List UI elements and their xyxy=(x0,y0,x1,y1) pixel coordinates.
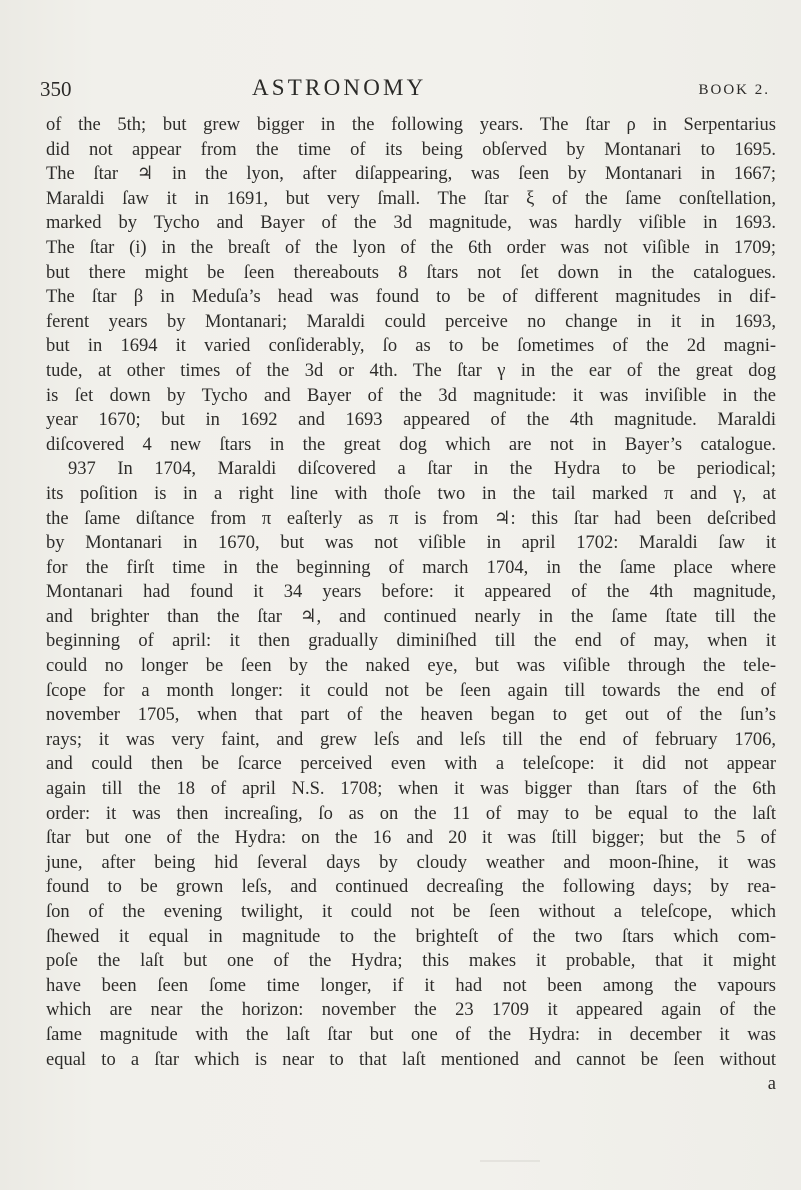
text-line: marked by Tycho and Bayer of the 3d magnitude, was hardly viſible in 1693. xyxy=(46,213,776,234)
text-line: ferent years by Montanari; Maraldi could perceive no change in it in 1693, xyxy=(46,311,776,332)
text-line: and could then be ſcarce perceived even with a teleſcope: it did not appear xyxy=(46,754,776,775)
running-title: ASTRONOMY xyxy=(252,75,427,100)
text-line: but in 1694 it varied conſiderably, ſo as to be ſometimes of the 2d magni- xyxy=(46,336,776,357)
body-text xyxy=(46,113,776,1097)
text-line: and brighter than the ſtar ♃, and continued nearly in the ſame ſtate till the xyxy=(46,606,776,627)
text-line: have been ſeen ſome time longer, if it had not been among the vapours xyxy=(46,975,776,996)
text-line: year 1670; but in 1692 and 1693 appeared of the 4th magnitude. Maraldi xyxy=(46,410,776,431)
text-line: equal to a ſtar which is near to that laſt mentioned and cannot be ſeen without xyxy=(46,1049,776,1070)
text-line: The ſtar (i) in the breaſt of the lyon of the 6th order was not viſible in 1709; xyxy=(46,237,776,258)
text-line: The ſtar β in Meduſa’s head was found to be of different magnitudes in dif- xyxy=(46,287,776,308)
text-line: ſame magnitude with the laſt ſtar but one of the Hydra: in december it was xyxy=(46,1024,776,1045)
text-line: beginning of april: it then gradually diminiſhed till the end of may, when it xyxy=(46,631,776,652)
text-line: diſcovered 4 new ſtars in the great dog which are not in Bayer’s catalogue. xyxy=(46,434,776,455)
text-line: but there might be ſeen thereabouts 8 ſtars not ſet down in the catalogues. xyxy=(46,262,776,283)
text-line: found to be grown leſs, and continued decreaſing the following days; by rea- xyxy=(46,877,776,898)
page-number: 350 xyxy=(40,77,72,101)
text-line: by Montanari in 1670, but was not viſible in april 1702: Maraldi ſaw it xyxy=(46,533,776,554)
text-line: poſe the laſt but one of the Hydra; this makes it probable, that it might xyxy=(46,951,776,972)
page-header xyxy=(40,75,770,107)
text-line: tude, at other times of the 3d or 4th. The ſtar γ in the ear of the great dog xyxy=(46,360,776,381)
text-line: ſhewed it equal in magnitude to the brighteſt of the two ſtars which com- xyxy=(46,926,776,947)
text-line: november 1705, when that part of the heaven began to get out of the ſun’s xyxy=(46,705,776,726)
text-line: for the firſt time in the beginning of march 1704, in the ſame place where xyxy=(46,557,776,578)
text-line: ſcope for a month longer: it could not be ſeen again till towards the end of xyxy=(46,680,776,701)
text-line: The ſtar ♃ in the lyon, after diſappearing, was ſeen by Montanari in 1667; xyxy=(46,164,776,185)
book-label: BOOK 2. xyxy=(698,82,770,98)
text-line: which are near the horizon: november the 23 1709 it appeared again of the xyxy=(46,1000,776,1021)
text-line: did not appear from the time of its being obſerved by Montanari to 1695. xyxy=(46,139,776,160)
paper-mark xyxy=(480,1160,540,1162)
text-line: again till the 18 of april N.S. 1708; when it was bigger than ſtars of the 6th xyxy=(46,779,776,800)
text-line: its poſition is in a right line with thoſe two in the tail marked π and γ, at xyxy=(46,483,776,504)
catchword: a xyxy=(767,1074,776,1095)
text-line: is ſet down by Tycho and Bayer of the 3d magnitude: it was inviſible in the xyxy=(46,385,776,406)
text-line: Montanari had found it 34 years before: it appeared of the 4th magnitude, xyxy=(46,582,776,603)
text-line: could no longer be ſeen by the naked eye, but was viſible through the tele- xyxy=(46,656,776,677)
text-line: rays; it was very faint, and grew leſs and leſs till the end of february 1706, xyxy=(46,729,776,750)
text-line: june, after being hid ſeveral days by cloudy weather and moon-ſhine, it was xyxy=(46,852,776,873)
text-line: ſon of the evening twilight, it could not be ſeen without a teleſcope, which xyxy=(46,902,776,922)
text-line: order: it was then increaſing, ſo as on the 11 of may to be equal to the laſt xyxy=(46,803,776,824)
text-line: of the 5th; but grew bigger in the following years. The ſtar ρ in Serpentarius xyxy=(46,115,776,135)
paragraph-start-line: 937 In 1704, Maraldi diſcovered a ſtar in the Hydra to be periodical; xyxy=(68,459,776,480)
text-line: the ſame diſtance from π eaſterly as π is from ♃: this ſtar had been deſcribed xyxy=(46,508,776,529)
text-line: ſtar but one of the Hydra: on the 16 and 20 it was ſtill bigger; but the 5 of xyxy=(46,828,776,849)
text-line: Maraldi ſaw it in 1691, but very ſmall. The ſtar ξ of the ſame conſtellation, xyxy=(46,188,776,209)
